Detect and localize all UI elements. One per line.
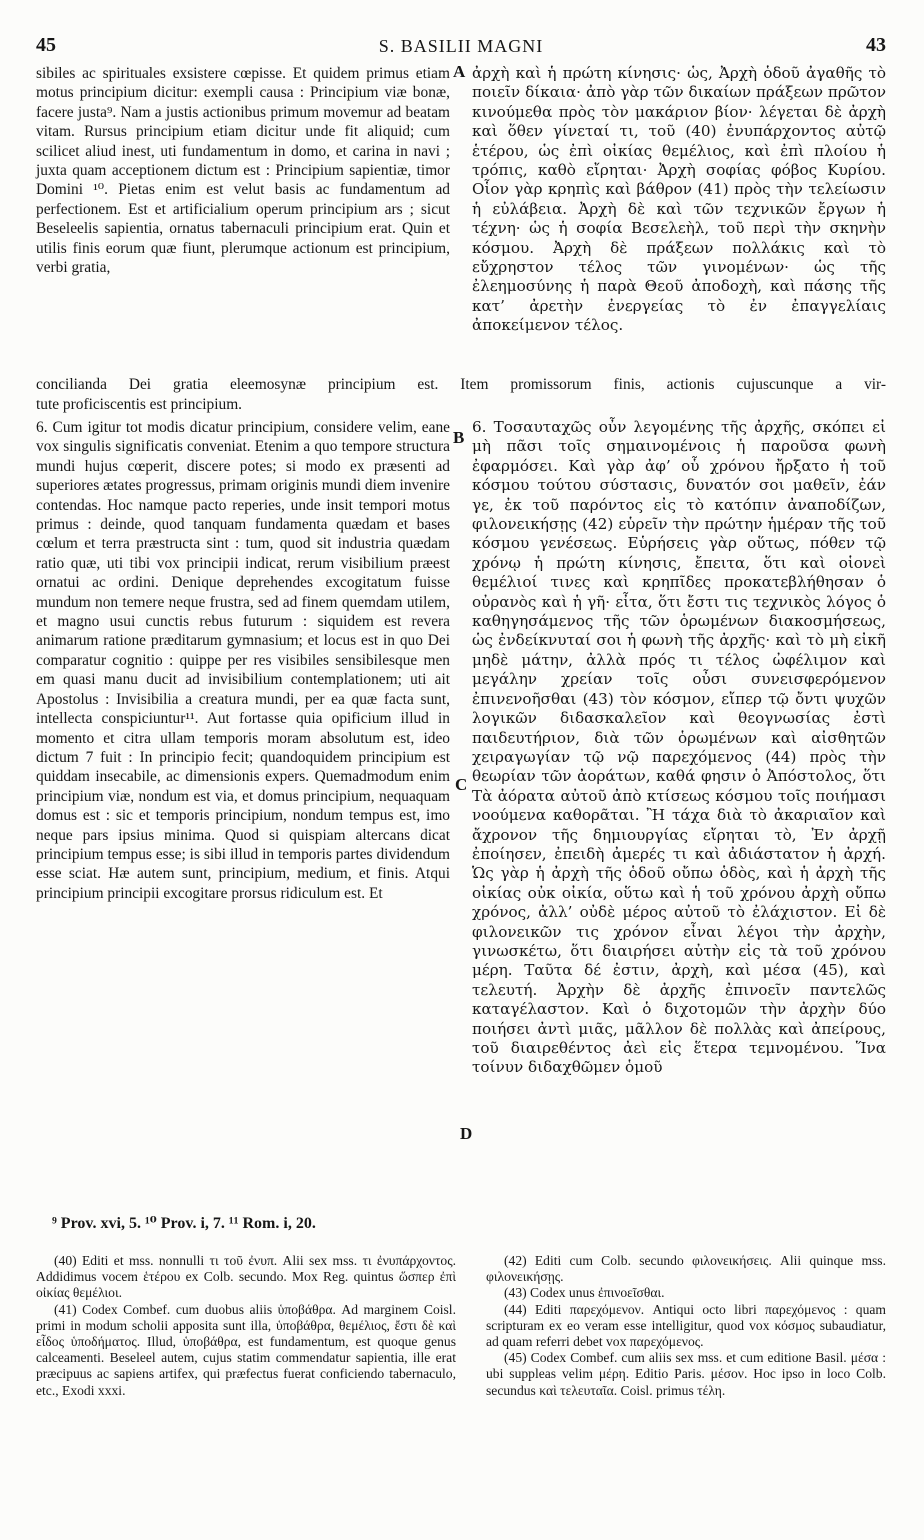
footnote-41: (41) Codex Combef. cum duobus aliis ὑποβάθρα. Ad marginem Coisl. primi in modum scholii apposita sunt illa, ὑποβάθρα, θεμέλιος, ἔστι δὲ καὶ εἶδος ὑποδήματος. Illud, ὑποβάθρα, est fundamentum, est quoque genus calceamenti. Beseleel autem, cujus statim commendatur sapientia, ille erat præcipuus ac sapiens artifex, qui præfectus fuerat conficiendo tabernaculo, etc., Exodi xxxi. xyxy=(36,1301,456,1398)
footnotes-right xyxy=(486,1253,886,1399)
scripture-references: ⁹ Prov. xvi, 5. ¹⁰ Prov. i, 7. ¹¹ Rom. i, 20. xyxy=(52,1215,316,1232)
page-number-right: 43 xyxy=(866,34,886,56)
footnote-40: (40) Editi et mss. nonnulli τι τοῦ ἐνυπ. Alii sex mss. τι ἐνυπάρχοντος. Addidimus vocem ἑτέρου ex Colb. secundo. Mox Reg. quintus ὥσπερ ἐπὶ οἰκίας θεμέλιοι. xyxy=(36,1253,456,1301)
latin-column-section-a: sibiles ac spirituales exsistere cœpisse. Et quidem primus etiam motus principium dicitur: exempli causa : Principium viæ bonæ, facere justa⁹. Nam a justis actionibus primum movemur ad beatam vitam. Rursus principium etiam dicitur unde fit aliquid; cum scilicet aliud inest, uti fundamentum in domo, et carina in navi ; juxta quam acceptionem dictum est : Principium sapientiæ, timor Domini ¹⁰. Pietas enim est velut basis ac fundamentum ad perfectionem. Est et artificialium operum principium ars ; sicut Beseleelis sapientia, ornatus tabernaculi principium erat. Quin et utilis finis eorum quæ fiunt, plerumque actionum est principium, verbi gratia, xyxy=(36,65,450,277)
footnote-44: (44) Editi παρεχόμενον. Antiqui octo libri παρεχόμενος : quam scripturam ex eo veram esse intelligitur, quod vox κόσμος subaudiatur, ad quam referri debet vox παρεχόμενος. xyxy=(486,1301,886,1350)
margin-marker-a: A xyxy=(453,62,466,81)
footnote-45: (45) Codex Combef. cum aliis sex mss. et cum editione Basil. μέσα : ubi suppleas velim μέρη. Editio Paris. μέσον. Hoc ipso in loco Colb. secundus καὶ τελευταῖα. Coisl. primus τέλη. xyxy=(486,1350,886,1398)
greek-column-section-a: ἀρχὴ καὶ ἡ πρώτη κίνησις· ὡς, Ἀρχὴ ὁδοῦ ἀγαθῆς τὸ ποιεῖν δίκαια· ἀπὸ γὰρ τῶν δικαίων πράξεων πρῶτον κινούμεθα πρὸς τὸν μακάριον βίον· λέγεται δὲ ἀρχὴ καὶ ὅθεν γίνεταί τι, τοῦ (40) ἐνυπάρχοντος αὐτῷ ἑτέρου, ὡς ἐπὶ οἰκίας θεμέλιος, καὶ ἐπὶ πλοίου ἡ τρόπις, καθὸ εἴρηται· Ἀρχὴ σοφίας φόβος Κυρίου. Οἷον γὰρ κρηπὶς καὶ βάθρον (41) πρὸς τὴν τελείωσιν ἡ εὐλάβεια. Ἀρχὴ δὲ καὶ τῶν τεχνικῶν ἔργων ἡ τέχνη· ὡς ἡ σοφία Βεσελεὴλ, τοῦ περὶ τὴν σκηνὴν κόσμου. Ἀρχὴ δὲ πράξεων πολλάκις καὶ τὸ εὔχρηστον τέλος τῶν γινομένων· ὡς τῆς ἐλεημοσύνης ἡ παρὰ Θεοῦ ἀποδοχὴ, καὶ πάσης τῆς κατ’ ἀρετὴν ἐνεργείας τὸ ἐν ἐπαγγελίαις ἀποκείμενον τέλος. xyxy=(472,64,886,335)
full-width-line: conciliandа Dei gratia eleemosynæ principium est. Item promissorum finis, actionis cujuscunque a vir- xyxy=(36,376,886,393)
page-header xyxy=(36,34,886,58)
greek-column-section-b: 6. Τοσαυταχῶς οὖν λεγομένης τῆς ἀρχῆς, σκόπει εἰ μὴ πᾶσι τοῖς σημαινομένοις ἡ παροῦσα φωνὴ ἐφαρμόσει. Καὶ γὰρ ἀφ’ οὗ χρόνου ἤρξατο ἡ τοῦ κόσμου τούτου σύστασις, δυνατόν σοι μαθεῖν, ἐάν γε, ἐκ τοῦ παρόντος εἰς τὸ κατόπιν ἀναποδίζων, φιλονεικήσῃς (42) εὑρεῖν τὴν πρώτην ἡμέραν τῆς τοῦ κόσμου γενέσεως. Εὑρήσεις γὰρ οὕτως, πόθεν τῷ χρόνῳ ἡ πρώτη κίνησις, ἔπειτα, ὅτι καὶ οἱονεὶ θεμέλιοί τινες καὶ κρηπῖδες προκατεβλήθησαν ὁ οὐρανὸς καὶ ἡ γῆ· εἶτα, ὅτι ἔστι τις τεχνικὸς λόγος ὁ καθηγησάμενος τῆς τῶν ὁρωμένων διακοσμήσεως, ὡς ἐνδείκνυταί σοι ἡ φωνὴ τῆς ἀρχῆς· καὶ τὸ μὴ εἰκῆ μηδὲ μάτην, ἀλλὰ πρός τι τέλος ὠφέλιμον καὶ μεγάλην χρείαν τοῖς οὖσι συνεισφερόμενον ἐπινενοῆσθαι (43) τὸν κόσμον, εἴπερ τῷ ὄντι ψυχῶν λογικῶν διδασκαλεῖον καὶ θεογνωσίας ἐστὶ παιδευτήριον, διὰ τῶν ὁρωμένων καὶ αἰσθητῶν χειραγωγίαν τῷ νῷ παρεχόμενος (44) πρὸς τὴν θεωρίαν τῶν ἀοράτων, καθά φησιν ὁ Ἀπόστολος, ὅτι Τὰ ἀόρατα αὐτοῦ ἀπὸ κτίσεως κόσμου τοῖς ποιήμασι νοούμενα καθορᾶται. Ἢ τάχα διὰ τὸ ἀκαριαῖον καὶ ἄχρονον τῆς δημιουργίας εἴρηται τὸ, Ἐν ἀρχῇ ἐποίησεν, ἐπειδὴ ἀμερές τι καὶ ἀδιάστατον ἡ ἀρχή. Ὡς γὰρ ἡ ἀρχὴ τῆς ὁδοῦ οὔπω ὁδὸς, καὶ ἡ ἀρχὴ τῆς οἰκίας οὐκ οἰκία, οὕτω καὶ ἡ τοῦ χρόνου ἀρχὴ οὔπω χρόνος, ἀλλ’ οὐδὲ μέρος αὐτοῦ τὸ ἐλάχιστον. Εἰ δὲ φιλονεικῶν τις χρόνον εἶναι λέγοι τὴν ἀρχὴν, γινωσκέτω, ὅτι διαιρήσει αὐτὴν εἰς τὰ τοῦ χρόνου μέρη. Ταῦτα δέ ἐστιν, ἀρχὴ, καὶ μέσα (45), καὶ τελευτή. Ἀρχὴν δὲ ἀρχῆς ἐπινοεῖν παντελῶς καταγέλαστον. Καὶ ὁ διχοτομῶν τὴν ἀρχὴν δύο ποιήσει ἀντὶ μιᾶς, μᾶλλον δὲ πολλὰς καὶ ἀπείρους, τοῦ διαιρεθέντος ἀεὶ εἰς ἕτερα τεμνομένου. Ἵνα τοίνυν διδαχθῶμεν ὁμοῦ xyxy=(472,418,886,1077)
footnote-42: (42) Editi cum Colb. secundo φιλονεικήσεις. Alii quinque mss. φιλονεικήσῃς. xyxy=(486,1253,886,1285)
page-number-left: 45 xyxy=(36,34,56,56)
full-width-line-end: tute proficiscentis est principium. xyxy=(36,396,243,413)
margin-marker-c: C xyxy=(455,775,468,794)
footnotes-left xyxy=(36,1253,456,1399)
running-title: S. BASILII MAGNI xyxy=(378,36,544,56)
latin-column-section-b: 6. Cum igitur tot modis dicatur principium, considere velim, eane vox singulis significatis conveniat. Etenim a quo tempore structura mundi hujus cœperit, discere potes; si modo ex præsenti ad superiores ætates progressus, primam originis mundi diem invenire contendas. Hoc namque pacto reperies, unde insit tempori motus primus : deinde, quod tanquam fundamenta quædam et bases cœlum et terra præstructa sint : tum, quod sit industria quædam ratio quæ, uti tibi vox principii indicat, rerum visibilium præest ornatui ac ordini. Denique deprehendes excogitatum fuisse mundum non temere neque frustra, sed ad finem quemdam utilem, et magno usui cunctis rebus futurum : siquidem est revera animarum ratione præditarum gymnasium; et locus est in quo Dei comparatur cognitio : quippe per res visibiles sensibilesque men em quasi manu ducit ad invisibilium contemplationem; uti ait Apostolus : Invisibilia a creatura mundi, per ea quæ facta sunt, intellecta conspiciuntur¹¹. Aut fortasse quia opificium illud in momento et citra ullam temporis moram absolutum est, ideo dictum 7 fuit : In principio fecit; quandoquidem principium est quiddam insecabile, ac dimensionis expers. Quemadmodum enim principium viæ, nondum est via, et domus principium, nequaquam domus est : sic et temporis principium, nondum tempus est, imo neque pars ipsius minima. Quod si quispiam altercans dicat principium tempus esse; is sibi illud in temporis partes dividendum esse sciat. Hæ autem sunt, principium, medium, et finis. Atqui principium principii excogitare prorsus ridiculum est. Et xyxy=(36,419,450,902)
margin-marker-d: D xyxy=(460,1124,473,1143)
margin-marker-b: B xyxy=(453,428,465,447)
footnote-43: (43) Codex unus ἐπινοεῖσθαι. xyxy=(504,1285,665,1301)
